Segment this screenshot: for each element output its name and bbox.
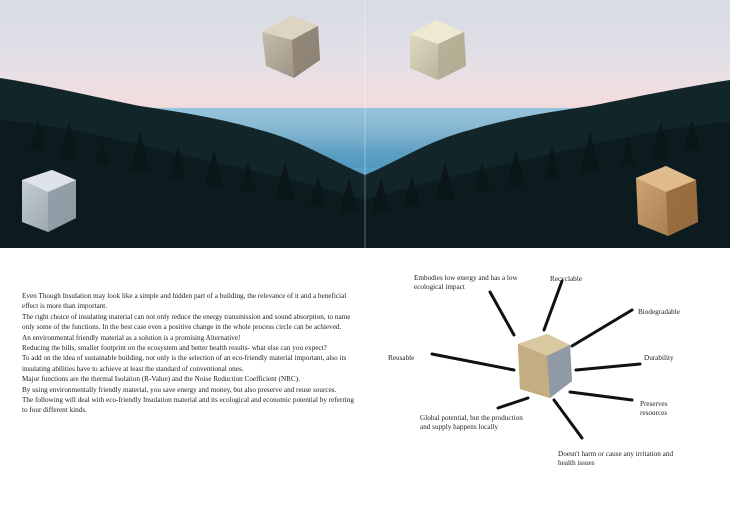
center-insulation-cube — [518, 334, 572, 398]
properties-diagram — [364, 248, 730, 516]
intro-paragraph: By using environmentally friendly material, you save energy and money, but also preserve and reuse sources. — [22, 385, 337, 394]
spike-global — [498, 398, 528, 408]
intro-paragraph: The right choice of insulating material can not only reduce the energy transmission and sound absorption, to name only some of the functions. In the best case even a positive change in the whole process circle can be achieved. — [22, 312, 351, 332]
intro-paragraph: To add on the idea of sustainable building, not only is the selection of an eco-friendly material important, also its insulating abilities have to achieve at least the standard of conventional ones. — [22, 354, 347, 373]
spike-embodies — [490, 292, 514, 335]
spike-durability — [576, 364, 640, 370]
label-embodies: Embodies low energy and has a low ecological impact — [414, 274, 518, 292]
label-harm: Doesn't harm or cause any irritation and health issues — [558, 450, 674, 468]
spike-biodegradable — [572, 310, 632, 346]
label-biodegradable: Biodegradable — [638, 308, 680, 316]
spike-harm — [554, 400, 582, 438]
intro-paragraph: An environmental friendly material as a solution is a promising Alternative! — [22, 333, 241, 342]
label-reusable: Reusable — [388, 354, 415, 362]
label-recyclable: Recyclable — [550, 275, 582, 283]
spike-preserves — [570, 392, 632, 400]
intro-paragraph: The following will deal with eco-friendly Insulation material and its ecological and economic potential by referring to four different kinds. — [22, 396, 354, 415]
label-durability: Durability — [644, 354, 674, 362]
label-preserves: Preserves resources — [640, 400, 668, 418]
intro-text — [22, 291, 354, 416]
forest-fog-photo-spread — [0, 0, 730, 248]
intro-paragraph: Major functions are the thermal Isolation (R-Value) and the Noise Reduction Coefficient (NRC). — [22, 375, 300, 384]
intro-paragraph: Reducing the bills, smaller footprint on the ecosystem and better health results- what else can you expect? — [22, 344, 327, 353]
intro-paragraph: Even Though Insulation may look like a simple and hidden part of a building, the relevance of it and a beneficial effect is more than important. — [22, 292, 347, 311]
spike-recyclable — [544, 281, 562, 330]
label-global: Global potential, but the production and supply happens locally — [420, 414, 523, 432]
spike-reusable — [432, 354, 514, 370]
